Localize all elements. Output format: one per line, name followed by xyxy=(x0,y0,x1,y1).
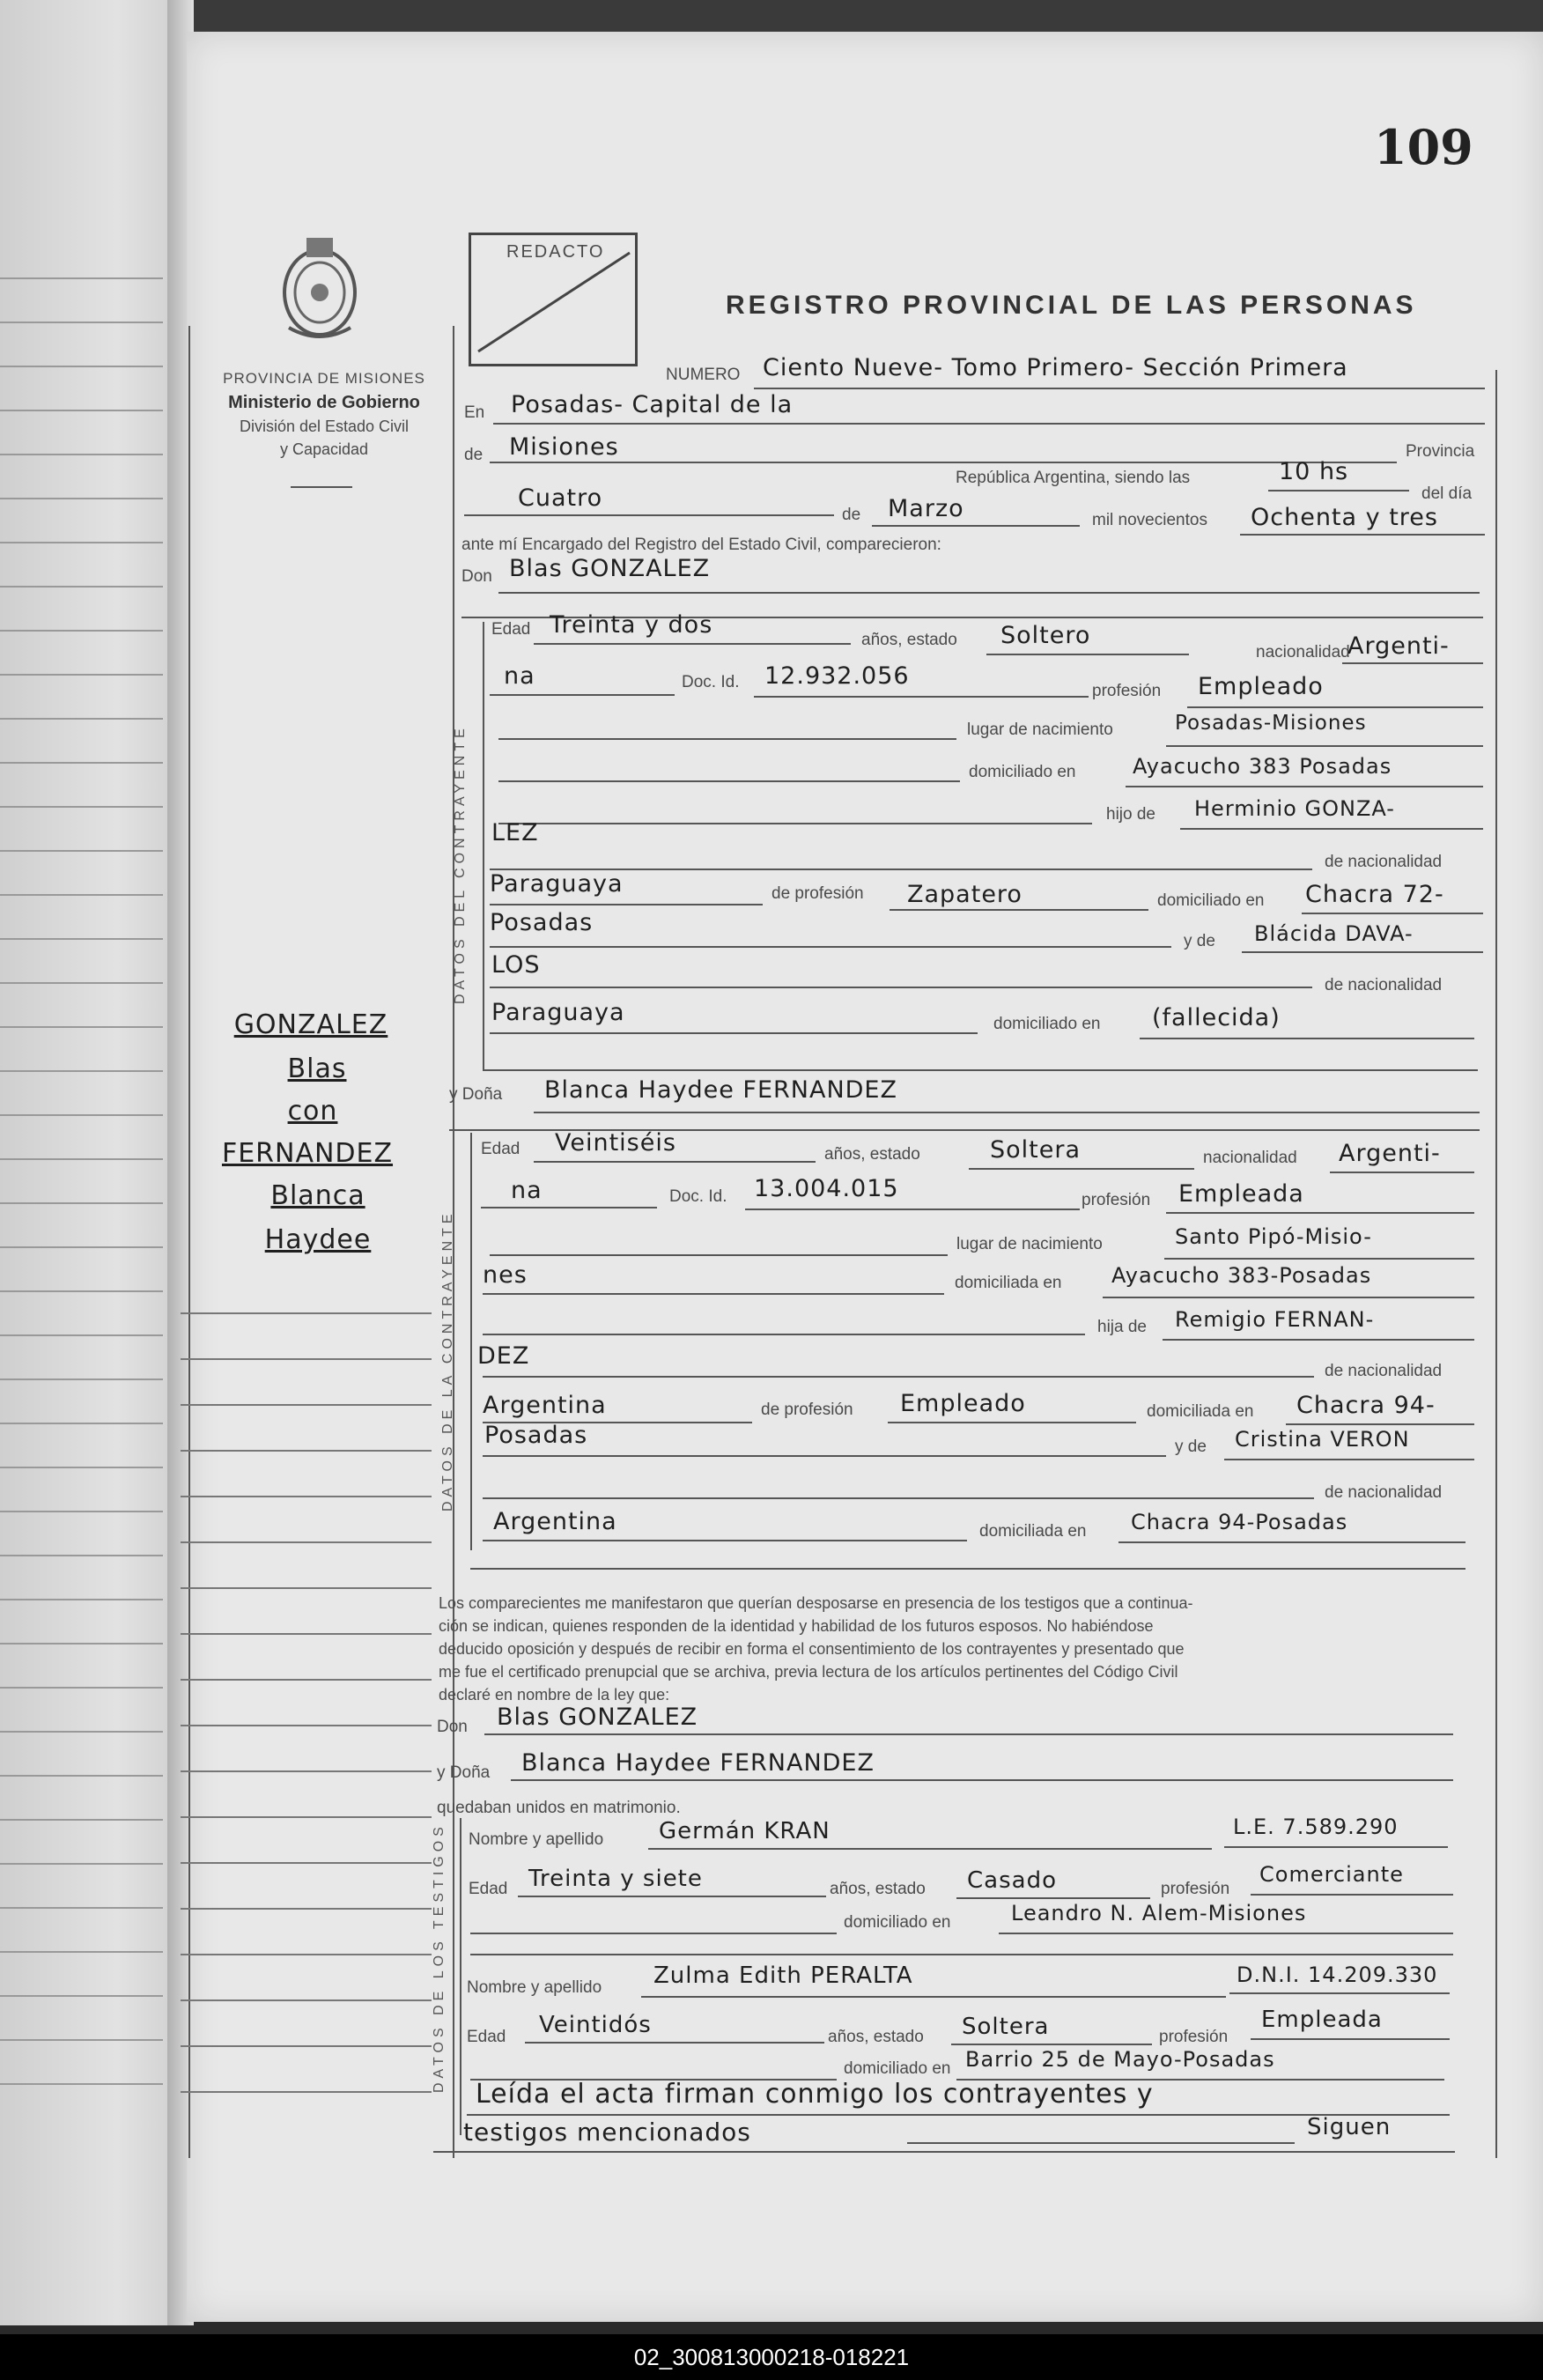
f-lugar-value2: nes xyxy=(483,1261,528,1289)
c-lugar-blank-line xyxy=(498,738,956,740)
provincia-label: Provincia xyxy=(1406,442,1475,461)
office-division: División del Estado Civil xyxy=(239,418,410,435)
margin-rule xyxy=(181,1450,432,1452)
t2-edad-value: Veintidós xyxy=(539,2012,652,2038)
c-prof-value: Empleado xyxy=(1198,673,1324,700)
f-lugar-line xyxy=(1164,1258,1474,1260)
f-padre-nac: Argentina xyxy=(483,1392,607,1419)
t2-edad-line xyxy=(525,2042,824,2044)
declaration-line-1: Los comparecientes me manifestaron que querían desposarse en presencia de los testigos que a continua- xyxy=(439,1594,1193,1612)
contrayenta-bottom-line xyxy=(470,1568,1465,1570)
office-province: PROVINCIA DE MISIONES xyxy=(223,370,425,387)
c-dom-label: domiciliado en xyxy=(969,763,1076,781)
left-page-rule xyxy=(0,454,163,455)
c-estado-value: Soltero xyxy=(1000,622,1091,649)
f-madre-nac: Argentina xyxy=(493,1508,617,1535)
left-page-rule xyxy=(0,1202,163,1204)
c-padre-dom-line xyxy=(1302,913,1483,914)
left-page-rule xyxy=(0,1246,163,1248)
left-page-rule xyxy=(0,1290,163,1292)
c-padre-value: Herminio GONZA- xyxy=(1194,796,1395,821)
closing-dash xyxy=(907,2142,1295,2144)
margin-rule xyxy=(181,1679,432,1681)
left-page-rule xyxy=(0,938,163,940)
testigos-bracket xyxy=(460,1818,461,2135)
margin-name: FERNANDEZ xyxy=(221,1138,394,1169)
margin-rule xyxy=(181,1404,432,1406)
f-madre2-line xyxy=(483,1497,1314,1499)
f-nac2-line xyxy=(481,1207,657,1208)
stamp-slash xyxy=(471,235,635,364)
f-padre-prof: Empleado xyxy=(900,1390,1026,1417)
dona-label: y Doña xyxy=(449,1085,503,1104)
f-hija-label: hija de xyxy=(1097,1318,1147,1336)
c-madre-value: Blácida DAVA- xyxy=(1254,921,1414,946)
coat-of-arms-emblem xyxy=(271,231,368,345)
t1-prof-line xyxy=(1251,1894,1453,1896)
c-prof-label: profesión xyxy=(1092,682,1162,700)
t1-prof-label: profesión xyxy=(1161,1880,1230,1898)
t1-edad-value: Treinta y siete xyxy=(528,1866,703,1892)
numero-value: Ciento Nueve- Tomo Primero- Sección Primera xyxy=(763,354,1348,381)
margin-rule xyxy=(181,1496,432,1497)
f-dom3-label: domiciliada en xyxy=(979,1522,1087,1541)
c-madre-line xyxy=(1242,951,1483,953)
c-anios-label: años, estado xyxy=(861,631,957,649)
c-madre2-line xyxy=(490,987,1312,988)
t1-estado-value: Casado xyxy=(967,1867,1057,1894)
margin-rule xyxy=(181,1312,432,1314)
t1-edad-line xyxy=(518,1896,826,1897)
left-page-rule xyxy=(0,630,163,632)
de-line xyxy=(490,462,1397,463)
t2-prof-line xyxy=(1251,2038,1450,2040)
c-dom-value: Ayacucho 383 Posadas xyxy=(1133,754,1392,779)
image-id-footer: 02_300813000218-018221 xyxy=(0,2334,1543,2380)
redacto-stamp xyxy=(469,233,638,366)
closing-line-2: testigos mencionados xyxy=(463,2118,751,2147)
t2-edad-label: Edad xyxy=(467,2028,506,2046)
margin-rule xyxy=(181,2091,432,2093)
t2-nombre-value: Zulma Edith PERALTA xyxy=(653,1962,913,1989)
office-ministry: Ministerio de Gobierno xyxy=(228,393,420,412)
left-page-rule xyxy=(0,2083,163,2085)
left-page-rule xyxy=(0,1114,163,1116)
c-nac-line xyxy=(1342,662,1483,664)
t1-prof-value: Comerciante xyxy=(1259,1862,1404,1887)
left-page-rule xyxy=(0,1599,163,1600)
numero-line xyxy=(754,388,1485,389)
left-page-rule xyxy=(0,1731,163,1733)
hora-value: 10 hs xyxy=(1279,458,1349,485)
c-estado-line xyxy=(986,654,1189,655)
f-nac-value2: na xyxy=(511,1177,543,1204)
c-madre-value2: LOS xyxy=(491,951,541,979)
left-page-rule xyxy=(0,2039,163,2041)
f-padre-dom: Chacra 94- xyxy=(1296,1392,1436,1419)
margin-rule xyxy=(181,1770,432,1772)
left-page-rule xyxy=(0,1026,163,1028)
c-padre-prof-line xyxy=(890,909,1148,911)
t2-nombre-line xyxy=(641,1996,1226,1998)
left-page-rule xyxy=(0,1511,163,1512)
f-estado-line xyxy=(969,1168,1194,1170)
left-page-rule xyxy=(0,542,163,543)
declaration-line-5: declaré en nombre de la ley que: xyxy=(439,1686,670,1704)
c-padre-dom2: Posadas xyxy=(490,909,594,936)
f-hija-blank-line xyxy=(483,1334,1085,1335)
left-page-rule xyxy=(0,1863,163,1865)
decl-dona-label: y Doña xyxy=(437,1763,491,1782)
c-edad-value: Treinta y dos xyxy=(550,611,713,639)
left-page-rule xyxy=(0,586,163,588)
left-page xyxy=(0,0,167,2325)
f-prof-value: Empleada xyxy=(1178,1180,1304,1208)
en-value: Posadas- Capital de la xyxy=(511,391,794,418)
left-page-rule xyxy=(0,1687,163,1689)
margin-rule xyxy=(181,1633,432,1635)
en-label: En xyxy=(464,403,485,422)
margin-rule xyxy=(181,1999,432,2001)
left-page-rule xyxy=(0,1334,163,1336)
quedaban-text: quedaban unidos en matrimonio. xyxy=(437,1799,681,1817)
c-lugar-line xyxy=(1166,745,1483,747)
left-page-rule xyxy=(0,674,163,676)
t2-doc-line xyxy=(1229,1992,1450,1994)
left-page-rule xyxy=(0,982,163,984)
f-edad-line xyxy=(534,1161,816,1163)
t1-dom-blank-line xyxy=(470,1933,837,1934)
don-line xyxy=(498,592,1480,594)
closing-siguen: Siguen xyxy=(1307,2114,1392,2140)
c-padre-line xyxy=(1180,828,1483,830)
f-y-de-label: y de xyxy=(1175,1438,1207,1456)
contrayente-bottom-line xyxy=(483,1069,1478,1071)
f-prof-label: profesión xyxy=(1082,1191,1151,1209)
f-nac-line xyxy=(1330,1172,1474,1173)
t1-anios-label: años, estado xyxy=(830,1880,926,1898)
f-madre-nac-line xyxy=(483,1540,967,1541)
f-dom-label: domiciliada en xyxy=(955,1274,1062,1292)
decl-don-line xyxy=(484,1733,1453,1735)
c-madre-dom-line xyxy=(1140,1038,1474,1039)
left-page-rule xyxy=(0,718,163,720)
c-lugar-value: Posadas-Misiones xyxy=(1175,712,1367,735)
numero-label: NUMERO xyxy=(666,366,741,384)
f-lugar2-line xyxy=(483,1293,944,1295)
f-lugar-blank-line xyxy=(490,1254,948,1256)
margin-name: con xyxy=(287,1096,338,1127)
left-page-rule xyxy=(0,806,163,808)
t1-dom-value: Leandro N. Alem-Misiones xyxy=(1011,1901,1307,1925)
en-line xyxy=(493,423,1485,425)
anio-line xyxy=(1240,534,1485,536)
left-page-rule xyxy=(0,366,163,367)
contrayente-side-label: DATOS DEL CONTRAYENTE xyxy=(453,724,468,1004)
f-dom-value: Ayacucho 383-Posadas xyxy=(1111,1263,1372,1288)
de-label: de xyxy=(464,446,484,464)
f-padre2-line xyxy=(483,1376,1314,1378)
decl-dona-line xyxy=(511,1779,1453,1781)
c-nac-label: nacionalidad xyxy=(1256,643,1350,662)
f-madre-value: Cristina VERON xyxy=(1235,1427,1410,1452)
left-page-rule xyxy=(0,1819,163,1821)
f-prof-line xyxy=(1166,1212,1474,1214)
margin-rule xyxy=(181,1908,432,1910)
f-padre-dom-line xyxy=(1286,1423,1474,1425)
decl-don-value: Blas GONZALEZ xyxy=(497,1704,698,1731)
c-de-prof-label: de profesión xyxy=(772,884,864,903)
right-frame-line xyxy=(1495,370,1497,2158)
page-number: 109 xyxy=(1374,119,1473,175)
f-edad-label: Edad xyxy=(481,1140,520,1158)
c-madre-dom: (fallecida) xyxy=(1152,1004,1281,1031)
hora-line xyxy=(1268,490,1409,492)
c-lugar-label: lugar de nacimiento xyxy=(967,721,1113,739)
f-padre-dom2-line xyxy=(483,1455,1166,1457)
left-page-rule xyxy=(0,410,163,411)
margin-rule xyxy=(181,1862,432,1864)
c-prof-line xyxy=(1187,706,1483,708)
t2-dom-value: Barrio 25 de Mayo-Posadas xyxy=(965,2047,1275,2072)
left-page-rule xyxy=(0,1158,163,1160)
margin-name: GONZALEZ xyxy=(233,1009,388,1040)
c-doc-line xyxy=(754,696,1089,698)
margin-name: Blas xyxy=(287,1053,347,1084)
c-padre-dom: Chacra 72- xyxy=(1305,881,1444,908)
t2-prof-label: profesión xyxy=(1159,2028,1229,2046)
t2-estado-line xyxy=(951,2044,1152,2045)
c-dom2-label: domiciliado en xyxy=(1157,891,1265,910)
left-page-rule xyxy=(0,1995,163,1997)
stamp-label: REDACTO xyxy=(506,242,605,262)
c-nac-value: Argenti- xyxy=(1347,632,1450,660)
f-doc-label: Doc. Id. xyxy=(669,1187,727,1206)
c-nac2-line xyxy=(490,694,675,696)
f-padre-value2: DEZ xyxy=(477,1342,530,1370)
f-dom-line xyxy=(1103,1297,1474,1298)
de-value: Misiones xyxy=(509,433,619,461)
left-page-rule xyxy=(0,277,163,279)
c-y-de-label: y de xyxy=(1184,932,1215,950)
dia-line xyxy=(464,514,834,516)
f-edad-value: Veintiséis xyxy=(555,1129,676,1157)
c-padre-nac: Paraguaya xyxy=(490,870,624,898)
margin-rule xyxy=(181,1358,432,1360)
republica-label: República Argentina, siendo las xyxy=(956,469,1191,487)
margin-name: Haydee xyxy=(264,1224,372,1255)
t1-edad-label: Edad xyxy=(469,1880,508,1898)
c-doc-label: Doc. Id. xyxy=(682,673,740,691)
left-page-rule xyxy=(0,1378,163,1380)
t1-estado-line xyxy=(956,1897,1150,1899)
contrayenta-side-label: DATOS DE LA CONTRAYENTE xyxy=(440,1209,455,1512)
don-value: Blas GONZALEZ xyxy=(509,555,711,582)
left-page-rule xyxy=(0,1775,163,1777)
t2-dom-label: domiciliado en xyxy=(844,2059,951,2078)
closing-line-1-rule xyxy=(467,2114,1450,2116)
mil-label: mil novecientos xyxy=(1092,511,1207,529)
left-frame-line xyxy=(188,326,190,2158)
c-madre-nac-line xyxy=(490,1032,978,1034)
c-nac-value2: na xyxy=(504,662,535,690)
f-madre-line xyxy=(1224,1459,1474,1460)
f-anios-label: años, estado xyxy=(824,1145,920,1164)
declaration-line-2: ción se indican, quienes responden de la identidad y habilidad de los futuros esposos. No habiéndose xyxy=(439,1617,1154,1635)
c-padre-prof: Zapatero xyxy=(907,881,1023,908)
f-de-nac2-label: de nacionalidad xyxy=(1325,1483,1443,1502)
t1-dom-line xyxy=(999,1933,1453,1934)
left-page-rule xyxy=(0,1907,163,1909)
office-divider xyxy=(291,486,352,488)
don-label: Don xyxy=(461,567,492,586)
left-page-rule xyxy=(0,1643,163,1645)
f-lugar-label: lugar de nacimiento xyxy=(956,1235,1103,1253)
c-edad-line xyxy=(534,643,851,645)
left-page-rule xyxy=(0,1555,163,1556)
t2-anios-label: años, estado xyxy=(828,2028,924,2046)
del-dia-label: del día xyxy=(1421,484,1473,503)
f-padre-value: Remigio FERNAN- xyxy=(1175,1307,1375,1332)
de2-label: de xyxy=(842,506,861,524)
t1-dom-label: domiciliado en xyxy=(844,1913,951,1932)
margin-rule xyxy=(181,1541,432,1543)
ante-label: ante mí Encargado del Registro del Estado Civil, comparecieron: xyxy=(461,536,941,554)
margin-rule xyxy=(181,1816,432,1818)
dia-value: Cuatro xyxy=(518,484,603,512)
mes-line xyxy=(872,525,1080,527)
declaration-line-4: me fue el certificado prenupcial que se archiva, previa lectura de los artículos pertinentes del Código Civil xyxy=(439,1663,1178,1681)
f-estado-value: Soltera xyxy=(990,1136,1082,1164)
anio-value: Ochenta y tres xyxy=(1251,504,1438,531)
f-padre-prof-line xyxy=(888,1422,1136,1423)
f-madre-dom-line xyxy=(1118,1541,1465,1543)
document-title: REGISTRO PROVINCIAL DE LAS PERSONAS xyxy=(726,291,1417,320)
left-page-rule xyxy=(0,1070,163,1072)
f-padre-line xyxy=(1163,1339,1474,1341)
t1-nombre-line xyxy=(648,1848,1212,1850)
t1-doc-value: L.E. 7.589.290 xyxy=(1233,1815,1399,1839)
c-padre-value2: LEZ xyxy=(491,819,539,846)
closing-rule xyxy=(433,2151,1455,2153)
left-page-rule xyxy=(0,1423,163,1424)
left-page-rule xyxy=(0,1467,163,1468)
c-dom-blank-line xyxy=(498,780,960,782)
margin-rule xyxy=(181,2045,432,2047)
t2-nombre-label: Nombre y apellido xyxy=(467,1978,602,1997)
decl-don-label: Don xyxy=(437,1718,468,1736)
f-doc-value: 13.004.015 xyxy=(754,1175,899,1202)
declaration-line-3: deducido oposición y después de recibir en forma el consentimiento de los contrayentes y presentado que xyxy=(439,1640,1185,1658)
f-nac-value: Argenti- xyxy=(1339,1140,1441,1167)
margin-rule xyxy=(181,1725,432,1726)
f-padre-dom2: Posadas xyxy=(484,1422,588,1449)
c-doc-value: 12.932.056 xyxy=(764,662,910,690)
c-padre-dom2-line xyxy=(490,946,1171,948)
margin-rule xyxy=(181,1954,432,1955)
dona-value: Blanca Haydee FERNANDEZ xyxy=(544,1076,897,1104)
margin-rule xyxy=(181,1587,432,1589)
testigos-side-label: DATOS DE LOS TESTIGOS xyxy=(432,1822,447,2093)
c-padre-nac-line xyxy=(490,904,763,905)
left-page-rule xyxy=(0,498,163,499)
f-lugar-value: Santo Pipó-Misio- xyxy=(1175,1224,1372,1249)
contrayente-bracket xyxy=(483,622,484,1071)
contrayenta-bracket xyxy=(470,1133,472,1550)
f-de-prof-label: de profesión xyxy=(761,1401,853,1419)
left-page-rule xyxy=(0,894,163,896)
c-dom3-label: domiciliado en xyxy=(993,1015,1101,1033)
t1-nombre-value: Germán KRAN xyxy=(659,1818,831,1844)
c-hijo-label: hijo de xyxy=(1106,805,1155,824)
c-dom-line xyxy=(1126,786,1483,787)
t2-estado-value: Soltera xyxy=(962,2014,1050,2040)
left-page-rule xyxy=(0,762,163,764)
left-page-rule xyxy=(0,850,163,852)
dona-line xyxy=(534,1112,1480,1113)
t2-doc-value: D.N.I. 14.209.330 xyxy=(1237,1962,1438,1987)
c-edad-label: Edad xyxy=(491,620,531,639)
f-madre-dom: Chacra 94-Posadas xyxy=(1131,1510,1348,1534)
f-nac-label: nacionalidad xyxy=(1203,1149,1297,1167)
c-de-nac-label: de nacionalidad xyxy=(1325,853,1443,871)
f-de-nac-label: de nacionalidad xyxy=(1325,1362,1443,1380)
office-capacity: y Capacidad xyxy=(279,440,369,458)
margin-name: Blanca xyxy=(270,1180,365,1211)
f-dom2-label: domiciliada en xyxy=(1147,1402,1254,1421)
t2-prof-value: Empleada xyxy=(1261,2007,1383,2033)
c-madre-nac: Paraguaya xyxy=(491,999,625,1026)
c-de-nac2-label: de nacionalidad xyxy=(1325,976,1443,994)
decl-dona-value: Blanca Haydee FERNANDEZ xyxy=(521,1749,875,1777)
f-doc-line xyxy=(745,1208,1080,1210)
mes-value: Marzo xyxy=(888,495,964,522)
testigo-divider xyxy=(470,1954,1453,1955)
t1-nombre-label: Nombre y apellido xyxy=(469,1830,604,1849)
t1-doc-line xyxy=(1224,1846,1448,1848)
left-page-rule xyxy=(0,1951,163,1953)
left-page-rule xyxy=(0,322,163,323)
c-hijo-blank-line xyxy=(498,823,1092,824)
closing-line-1: Leída el acta firman conmigo los contrayentes y xyxy=(476,2079,1154,2110)
